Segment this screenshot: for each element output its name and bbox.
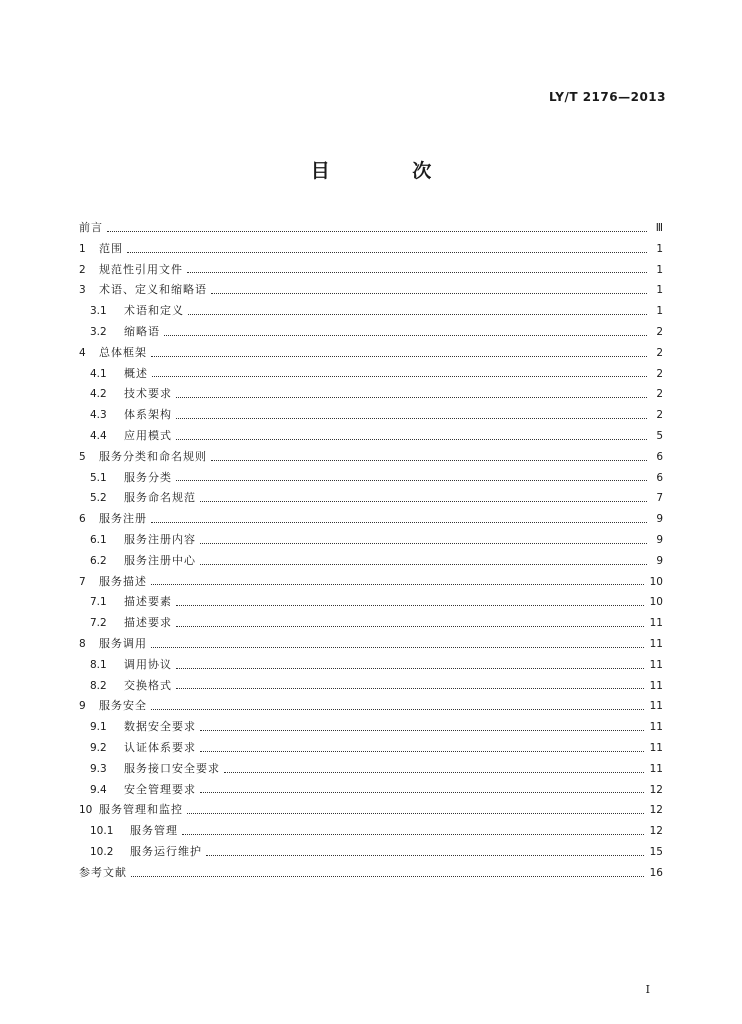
toc-entry-label: 数据安全要求: [124, 720, 196, 734]
toc-entry: [79, 405, 663, 426]
toc-leader-dots: [200, 564, 647, 565]
toc-entry-page: 6: [656, 471, 663, 484]
toc-entry-label: 交换格式: [124, 678, 172, 692]
toc-entry-label: 服务分类和命名规则: [99, 449, 207, 463]
toc-entry-page: 11: [649, 762, 663, 775]
toc-leader-dots: [176, 397, 647, 398]
toc-entry: [79, 488, 663, 509]
toc-entry: [79, 468, 663, 489]
toc-entry-page: 1: [656, 305, 663, 318]
toc-entry-number: 10.2: [90, 845, 114, 858]
toc-entry-page: 2: [656, 367, 663, 380]
toc-leader-dots: [151, 356, 647, 357]
toc-entry-label: 术语、定义和缩略语: [99, 283, 207, 297]
toc-entry-page: 2: [656, 409, 663, 422]
toc-entry-label: 应用模式: [124, 428, 172, 442]
toc-entry-label: 前言: [79, 221, 103, 234]
toc-entry-number: 7.2: [90, 617, 107, 630]
toc-entry: [79, 572, 663, 593]
toc-leader-dots: [176, 439, 647, 440]
toc-entry: [79, 447, 663, 468]
toc-leader-dots: [211, 460, 647, 461]
toc-leader-dots: [152, 376, 647, 377]
toc-entry-number: 3.2: [90, 325, 107, 338]
toc-entry-label: 调用协议: [124, 657, 172, 671]
toc-entry-label: 服务管理和监控: [99, 803, 183, 817]
toc-leader-dots: [131, 876, 644, 877]
toc-entry: [79, 426, 663, 447]
toc-entry: [79, 239, 663, 260]
toc-leader-dots: [200, 792, 644, 793]
toc-leader-dots: [127, 252, 647, 253]
toc-entry-label: 概述: [124, 366, 148, 380]
toc-entry: [79, 738, 663, 759]
toc-entry-number: 5.2: [90, 492, 107, 505]
toc-entry-page: 11: [649, 617, 663, 630]
toc-entry-page: 9: [656, 513, 663, 526]
toc-entry-label: 技术要求: [124, 387, 172, 401]
toc-leader-dots: [224, 772, 644, 773]
toc-leader-dots: [176, 605, 644, 606]
toc-entry-number: 3.1: [90, 305, 107, 318]
toc-entry-number: 7: [79, 575, 86, 588]
toc-entry-page: 1: [656, 284, 663, 297]
toc-entry-number: 9.4: [90, 783, 107, 796]
toc-leader-dots: [176, 688, 644, 689]
toc-entry-label: 服务安全: [99, 699, 147, 713]
toc-entry-label: 安全管理要求: [124, 782, 196, 796]
toc-entry-page: 12: [649, 825, 663, 838]
toc-entry-number: 4.3: [90, 409, 107, 422]
toc-entry-page: 16: [649, 866, 663, 879]
toc-entry-number: 4.2: [90, 388, 107, 401]
toc-entry-page: 12: [649, 804, 663, 817]
toc-entry-page: 2: [656, 346, 663, 359]
toc-entry-page: 6: [656, 450, 663, 463]
toc-leader-dots: [200, 751, 644, 752]
toc-entry-number: 4: [79, 346, 86, 359]
toc-entry-number: 7.1: [90, 596, 107, 609]
toc-leader-dots: [164, 335, 647, 336]
toc-entry-page: 2: [656, 388, 663, 401]
toc-entry-page: 2: [656, 325, 663, 338]
toc-entry: [79, 821, 663, 842]
toc-entry-label: 参考文献: [79, 865, 127, 879]
toc-entry: [79, 551, 663, 572]
toc-entry: [79, 592, 663, 613]
toc-leader-dots: [206, 855, 644, 856]
toc-entry-number: 6: [79, 513, 86, 526]
toc-entry-number: 4.1: [90, 367, 107, 380]
toc-leader-dots: [200, 543, 647, 544]
toc-entry-page: 7: [656, 492, 663, 505]
toc-entry-label: 缩略语: [124, 324, 160, 338]
toc-entry-page: 12: [649, 783, 663, 796]
toc-entry: [79, 842, 663, 863]
toc-entry-number: 2: [79, 263, 86, 276]
toc-entry-label: 服务命名规范: [124, 491, 196, 505]
toc-leader-dots: [211, 293, 647, 294]
toc-entry-label: 描述要求: [124, 616, 172, 630]
toc-entry-number: 10: [79, 804, 93, 817]
toc-entry-number: 8.2: [90, 679, 107, 692]
toc-entry-number: 1: [79, 242, 86, 255]
toc-entry-page: 10: [649, 575, 663, 588]
toc-entry-label: 服务分类: [124, 470, 172, 484]
toc-entry-number: 8.1: [90, 658, 107, 671]
toc-entry: [79, 218, 663, 239]
toc-entry-number: 8: [79, 637, 86, 650]
toc-entry-label: 认证体系要求: [124, 740, 196, 754]
toc-entry: [79, 717, 663, 738]
toc-entry-number: 5: [79, 450, 86, 463]
toc-entry-label: 术语和定义: [124, 304, 184, 318]
toc-entry-page: 11: [649, 679, 663, 692]
toc-leader-dots: [151, 647, 644, 648]
toc-leader-dots: [182, 834, 644, 835]
toc-entry: [79, 863, 663, 884]
toc-entry: [79, 613, 663, 634]
page-number: I: [645, 983, 650, 996]
toc-entry-label: 服务注册: [99, 512, 147, 526]
table-of-contents: [79, 218, 663, 884]
toc-entry: [79, 343, 663, 364]
toc-leader-dots: [187, 813, 644, 814]
toc-entry-number: 6.2: [90, 554, 107, 567]
toc-leader-dots: [176, 418, 647, 419]
toc-entry: [79, 759, 663, 780]
toc-leader-dots: [176, 668, 644, 669]
toc-entry-page: Ⅲ: [655, 222, 663, 234]
toc-entry-label: 服务调用: [99, 636, 147, 650]
toc-entry: [79, 780, 663, 801]
toc-leader-dots: [187, 272, 647, 273]
toc-entry-label: 服务管理: [130, 824, 178, 838]
toc-entry: [79, 322, 663, 343]
toc-entry-page: 9: [656, 533, 663, 546]
toc-entry: [79, 260, 663, 281]
toc-entry-number: 9.1: [90, 721, 107, 734]
toc-entry-label: 服务注册中心: [124, 553, 196, 567]
toc-entry-page: 11: [649, 700, 663, 713]
toc-leader-dots: [176, 480, 647, 481]
toc-entry: [79, 676, 663, 697]
page-title: 目 次: [310, 160, 470, 182]
toc-entry-page: 11: [649, 721, 663, 734]
toc-entry-page: 10: [649, 596, 663, 609]
toc-entry-label: 服务接口安全要求: [124, 761, 220, 775]
toc-entry: [79, 301, 663, 322]
toc-entry-number: 6.1: [90, 533, 107, 546]
toc-entry-number: 4.4: [90, 429, 107, 442]
toc-entry-label: 范围: [99, 241, 123, 255]
toc-entry-number: 3: [79, 284, 86, 297]
toc-entry: [79, 696, 663, 717]
toc-entry-number: 10.1: [90, 825, 114, 838]
toc-entry-page: 1: [656, 263, 663, 276]
toc-leader-dots: [151, 522, 647, 523]
standard-code: LY/T 2176—2013: [548, 90, 666, 104]
toc-leader-dots: [200, 501, 647, 502]
toc-entry-page: 5: [656, 429, 663, 442]
toc-entry: [79, 800, 663, 821]
toc-leader-dots: [151, 709, 644, 710]
toc-entry: [79, 509, 663, 530]
toc-leader-dots: [200, 730, 644, 731]
toc-entry-page: 15: [649, 845, 663, 858]
toc-entry-label: 体系架构: [124, 408, 172, 422]
toc-entry-label: 服务运行维护: [130, 844, 202, 858]
toc-entry: [79, 280, 663, 301]
toc-leader-dots: [188, 314, 647, 315]
toc-entry-number: 9.3: [90, 762, 107, 775]
toc-entry-label: 描述要素: [124, 595, 172, 609]
toc-entry: [79, 634, 663, 655]
toc-entry-label: 服务注册内容: [124, 532, 196, 546]
toc-entry-page: 9: [656, 554, 663, 567]
toc-entry-page: 11: [649, 637, 663, 650]
toc-entry-label: 服务描述: [99, 574, 147, 588]
toc-entry: [79, 655, 663, 676]
toc-leader-dots: [176, 626, 644, 627]
toc-entry-page: 11: [649, 658, 663, 671]
toc-entry-number: 9: [79, 700, 86, 713]
toc-entry-page: 1: [656, 242, 663, 255]
toc-entry: [79, 384, 663, 405]
toc-entry-label: 总体框架: [99, 345, 147, 359]
toc-entry: [79, 530, 663, 551]
toc-entry: [79, 364, 663, 385]
toc-entry-page: 11: [649, 741, 663, 754]
toc-leader-dots: [151, 584, 644, 585]
toc-entry-number: 5.1: [90, 471, 107, 484]
toc-entry-number: 9.2: [90, 741, 107, 754]
toc-leader-dots: [107, 231, 647, 232]
toc-entry-label: 规范性引用文件: [99, 262, 183, 276]
